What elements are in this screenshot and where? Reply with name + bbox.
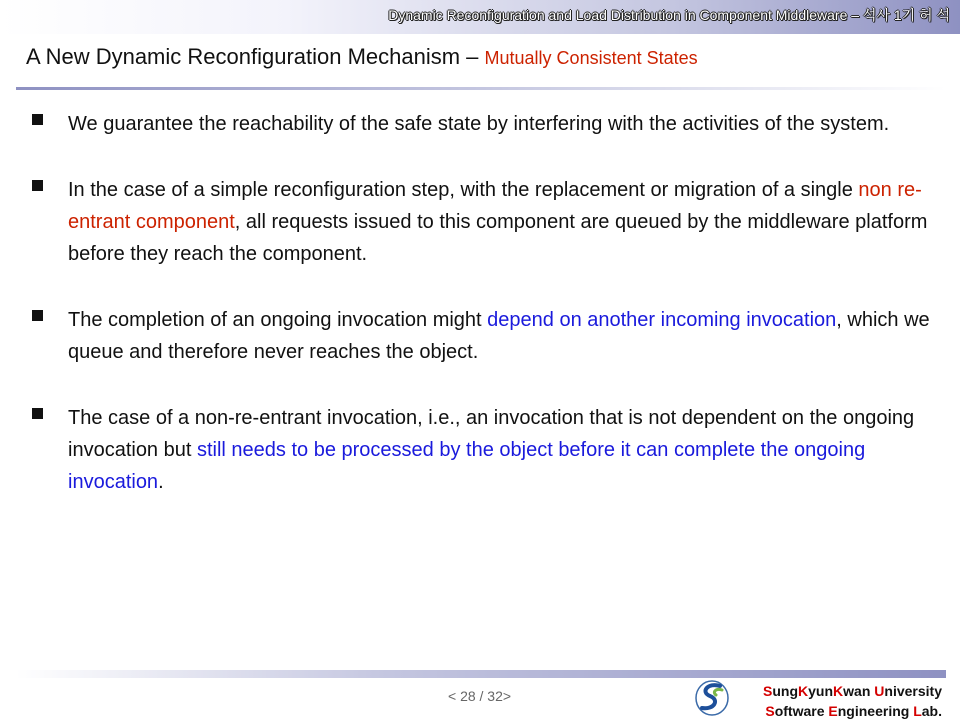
lab-line (763, 701, 942, 721)
presentation-title: Dynamic Reconfiguration and Load Distribution in Component Middleware – 석사 1기 허 석 (388, 7, 950, 23)
initial-letter: S (765, 703, 775, 719)
bullet-text-segment: In the case of a simple reconfiguration step, with the replacement or migration of a single (68, 179, 859, 201)
highlighted-text: non re-entrant component (68, 179, 922, 233)
slide-title (26, 44, 698, 70)
title-divider (16, 87, 946, 90)
bullet-item (30, 402, 935, 498)
bullet-square-icon (32, 408, 43, 419)
name-part: ab. (921, 703, 942, 719)
bullet-text (68, 174, 935, 270)
bullet-text-segment: , all requests issued to this component are queued by the middleware platform before they reach the component. (68, 211, 928, 265)
initial-letter: L (913, 703, 922, 719)
highlighted-text: depend on another incoming invocation (487, 309, 837, 331)
university-line (763, 681, 942, 701)
bullet-list (30, 108, 935, 532)
bullet-item (30, 108, 935, 140)
initial-letter: E (828, 703, 838, 719)
bullet-square-icon (32, 310, 43, 321)
name-part: oftware (774, 703, 829, 719)
slide-subtitle: Mutually Consistent States (484, 48, 698, 68)
name-part: ung (772, 683, 799, 699)
bullet-text-segment: We guarantee the reachability of the safe state by interfering with the activities of the system. (68, 113, 890, 135)
initial-letter: K (833, 683, 844, 699)
bullet-text-segment: . (158, 471, 164, 493)
bullet-text-segment: The case of a non-re-entrant invocation, i.e., an invocation that is not dependent on the ongoing invocation but (68, 407, 915, 461)
footer-divider (16, 670, 946, 678)
bullet-text (68, 108, 935, 140)
name-part: ngineering (837, 703, 914, 719)
name-part: wan (843, 683, 875, 699)
bullet-item (30, 174, 935, 270)
bullet-square-icon (32, 180, 43, 191)
skku-logo-icon (694, 678, 730, 716)
name-part: yun (808, 683, 834, 699)
bullet-square-icon (32, 114, 43, 125)
name-part: niversity (884, 683, 942, 699)
header-bar (0, 0, 960, 34)
highlighted-text: still needs to be processed by the object before it can complete the ongoing invocation (68, 439, 866, 493)
bullet-item (30, 304, 935, 368)
university-name (763, 681, 942, 721)
bullet-text-segment: , which we queue and therefore never reaches the object. (68, 309, 930, 363)
initial-letter: K (798, 683, 809, 699)
page-number: < 28 / 32> (448, 688, 512, 704)
bullet-text-segment: The completion of an ongoing invocation might (68, 309, 488, 331)
slide-title-main: A New Dynamic Reconfiguration Mechanism – (26, 44, 485, 69)
bullet-text (68, 402, 935, 498)
initial-letter: S (763, 683, 773, 699)
initial-letter: U (874, 683, 885, 699)
bullet-text (68, 304, 935, 368)
